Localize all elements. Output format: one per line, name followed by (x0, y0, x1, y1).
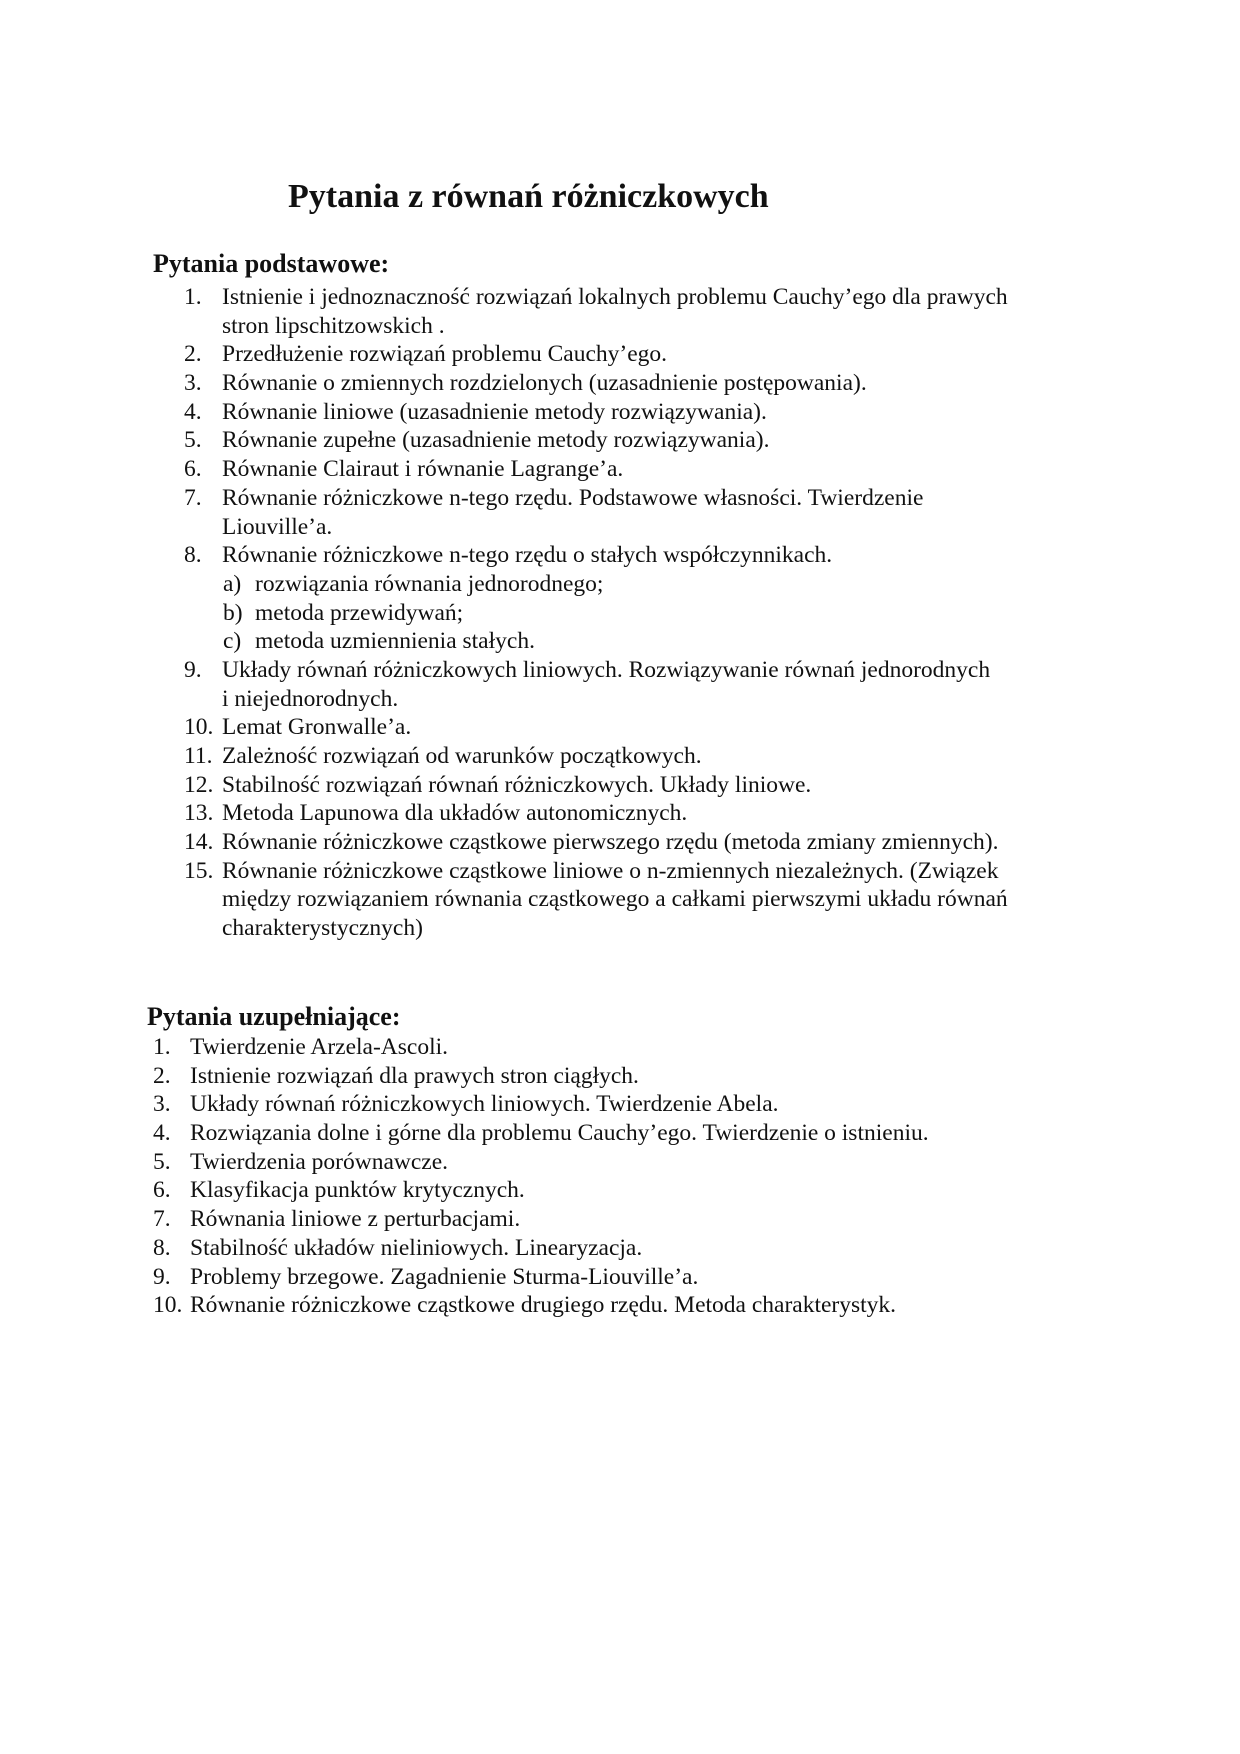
item-text: Stabilność rozwiązań równań różniczkowych. Układy liniowe. (222, 771, 812, 798)
basic-questions-heading: Pytania podstawowe: (153, 249, 390, 278)
item-number: 6. (153, 1177, 171, 1204)
item-text: Klasyfikacja punktów krytycznych. (190, 1177, 525, 1204)
item-number: 2. (184, 341, 202, 368)
item-text: stron lipschitzowskich . (222, 312, 445, 339)
item-text: Stabilność układów nieliniowych. Linearyzacja. (190, 1234, 643, 1261)
supplementary-questions-heading: Pytania uzupełniające: (147, 1002, 401, 1031)
item-number: 10. (153, 1292, 183, 1319)
item-number: 8. (184, 542, 202, 569)
item-number: 9. (184, 656, 202, 683)
item-text: Równanie różniczkowe n-tego rzędu o stałych współczynnikach. (222, 542, 833, 569)
item-text: i niejednorodnych. (222, 685, 399, 712)
item-text: Równanie różniczkowe cząstkowe pierwszego rzędu (metoda zmiany zmiennych). (222, 829, 999, 856)
item-text: między rozwiązaniem równania cząstkowego a całkami pierwszymi układu równań (222, 886, 1008, 913)
item-text: Układy równań różniczkowych liniowych. Twierdzenie Abela. (190, 1091, 779, 1118)
item-text: charakterystycznych) (222, 915, 423, 942)
sub-item-label: a) (223, 570, 242, 597)
item-text: Równanie liniowe (uzasadnienie metody rozwiązywania). (222, 398, 767, 425)
item-text: Twierdzenie Arzela-Ascoli. (190, 1034, 449, 1060)
item-number: 11. (184, 743, 213, 769)
item-number: 1. (153, 1034, 171, 1060)
item-text: Problemy brzegowe. Zagadnienie Sturma-Liouville’a. (190, 1263, 699, 1290)
item-text: Równania liniowe z perturbacjami. (190, 1206, 521, 1233)
item-text: Równanie zupełne (uzasadnienie metody rozwiązywania). (222, 427, 770, 454)
item-number: 2. (153, 1062, 171, 1089)
item-number: 9. (153, 1263, 171, 1290)
item-number: 4. (153, 1120, 171, 1147)
item-text: Równanie różniczkowe cząstkowe drugiego rzędu. Metoda charakterystyk. (190, 1292, 897, 1319)
item-text: Rozwiązania dolne i górne dla problemu Cauchy’ego. Twierdzenie o istnieniu. (190, 1120, 929, 1147)
item-number: 4. (184, 398, 202, 425)
item-text: Równanie różniczkowe n-tego rzędu. Podstawowe własności. Twierdzenie (222, 484, 924, 511)
item-number: 7. (153, 1206, 171, 1233)
item-text: Istnienie i jednoznaczność rozwiązań lokalnych problemu Cauchy’ego dla prawych (222, 284, 1008, 310)
sub-item-text: rozwiązania równania jednorodnego; (255, 570, 604, 597)
item-number: 3. (153, 1091, 171, 1118)
item-text: Twierdzenia porównawcze. (190, 1148, 449, 1175)
item-text: Równanie o zmiennych rozdzielonych (uzasadnienie postępowania). (222, 370, 867, 397)
item-text: Istnienie rozwiązań dla prawych stron ciągłych. (190, 1062, 639, 1089)
item-text: Równanie różniczkowe cząstkowe liniowe o n-zmiennych niezależnych. (Związek (222, 857, 999, 884)
document-title: Pytania z równań różniczkowych (288, 178, 769, 215)
item-number: 6. (184, 456, 202, 483)
item-number: 8. (153, 1234, 171, 1261)
item-number: 7. (184, 484, 202, 511)
sub-item-label: c) (223, 628, 242, 655)
item-number: 1. (184, 284, 202, 310)
item-number: 13. (184, 800, 214, 827)
item-text: Liouville’a. (222, 513, 333, 540)
item-number: 14. (184, 829, 214, 856)
item-text: Układy równań różniczkowych liniowych. Rozwiązywanie równań jednorodnych (222, 656, 991, 683)
sub-item-text: metoda przewidywań; (255, 599, 464, 626)
item-number: 12. (184, 771, 214, 798)
item-number: 5. (153, 1148, 171, 1175)
item-number: 15. (184, 857, 214, 884)
item-text: Równanie Clairaut i równanie Lagrange’a. (222, 456, 624, 483)
item-text: Metoda Lapunowa dla układów autonomicznych. (222, 800, 688, 827)
item-number: 10. (184, 714, 214, 741)
item-text: Zależność rozwiązań od warunków początkowych. (222, 743, 702, 769)
item-text: Przedłużenie rozwiązań problemu Cauchy’ego. (222, 341, 668, 368)
item-text: Lemat Gronwalle’a. (222, 714, 412, 741)
item-number: 5. (184, 427, 202, 454)
sub-item-label: b) (223, 599, 243, 626)
item-number: 3. (184, 370, 202, 397)
sub-item-text: metoda uzmiennienia stałych. (255, 628, 535, 655)
